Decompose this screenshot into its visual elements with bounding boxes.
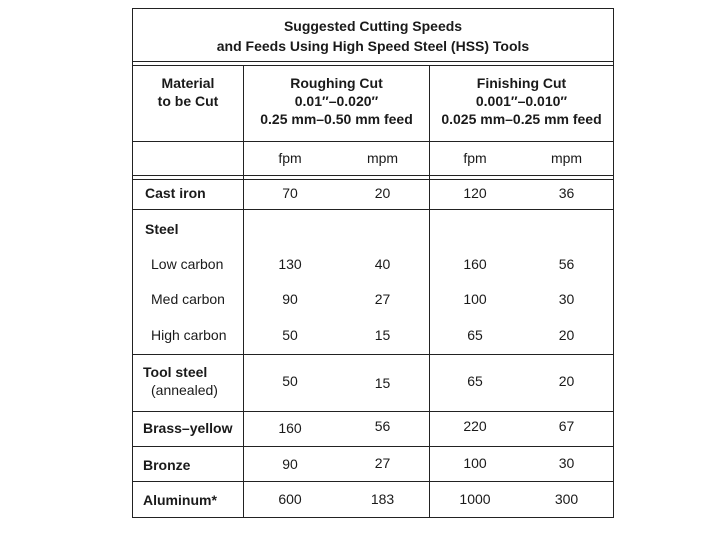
cell-high-carbon-finish-mpm: 20: [558, 327, 575, 343]
row-label-med-carbon: Med carbon: [151, 291, 225, 307]
rule-below-title-double: [133, 65, 613, 66]
header-finishing-inch: 0.001″–0.010″: [475, 93, 568, 109]
row-label-bronze: Bronze: [143, 457, 191, 473]
unit-finishing-fpm: fpm: [463, 150, 487, 166]
rule-below-headers: [133, 141, 613, 142]
cell-high-carbon-finish-fpm: 65: [467, 327, 483, 343]
header-finishing-title: Finishing Cut: [476, 75, 567, 91]
cell-brass-finish-mpm: 67: [558, 418, 575, 434]
row-sublabel-annealed: (annealed): [151, 382, 218, 398]
row-label-aluminum: Aluminum*: [143, 492, 217, 508]
cell-tool-steel-rough-fpm: 50: [282, 373, 298, 389]
header-material-line1: Material: [161, 75, 215, 91]
table-title-line1: Suggested Cutting Speeds: [283, 18, 463, 34]
cell-high-carbon-rough-mpm: 15: [374, 327, 391, 343]
header-finishing-mm: 0.025 mm–0.25 mm feed: [441, 111, 602, 127]
cell-low-carbon-finish-mpm: 56: [558, 256, 575, 272]
rule-below-title: [133, 61, 613, 62]
cell-tool-steel-rough-mpm: 15: [374, 375, 391, 391]
rule-below-units: [133, 175, 613, 176]
row-label-brass-yellow: Brass–yellow: [143, 420, 233, 436]
cell-brass-rough-fpm: 160: [278, 420, 302, 436]
cell-med-carbon-rough-mpm: 27: [374, 291, 391, 307]
cell-aluminum-finish-mpm: 300: [554, 491, 579, 507]
unit-finishing-mpm: mpm: [550, 150, 583, 166]
cell-cast-iron-finish-fpm: 120: [463, 185, 487, 201]
unit-roughing-mpm: mpm: [366, 150, 399, 166]
row-label-tool-steel: Tool steel: [143, 364, 208, 380]
row-label-steel: Steel: [145, 221, 179, 237]
rule-below-bronze: [133, 481, 613, 482]
cell-aluminum-rough-fpm: 600: [278, 491, 302, 507]
cell-bronze-finish-fpm: 100: [463, 455, 487, 471]
cell-low-carbon-rough-fpm: 130: [278, 256, 302, 272]
cell-bronze-rough-fpm: 90: [282, 456, 298, 472]
cell-tool-steel-finish-fpm: 65: [467, 373, 483, 389]
header-material-line2: to be Cut: [157, 93, 219, 109]
cell-med-carbon-rough-fpm: 90: [282, 291, 298, 307]
cell-cast-iron-finish-mpm: 36: [558, 185, 575, 201]
cell-brass-finish-fpm: 220: [463, 418, 487, 434]
cell-aluminum-finish-fpm: 1000: [459, 491, 491, 507]
row-label-high-carbon: High carbon: [151, 327, 227, 343]
cell-tool-steel-finish-mpm: 20: [558, 373, 575, 389]
cell-cast-iron-rough-mpm: 20: [374, 185, 391, 201]
rule-below-tool-steel: [133, 411, 613, 412]
cell-med-carbon-finish-fpm: 100: [463, 291, 487, 307]
rule-below-cast-iron: [133, 209, 613, 210]
header-roughing-title: Roughing Cut: [290, 75, 383, 91]
cutting-speeds-table: [132, 8, 614, 518]
rule-below-steel: [133, 354, 613, 355]
rule-below-units-double: [133, 179, 613, 180]
cell-brass-rough-mpm: 56: [374, 418, 391, 434]
row-label-low-carbon: Low carbon: [151, 256, 224, 272]
header-roughing-mm: 0.25 mm–0.50 mm feed: [260, 111, 413, 127]
rule-below-brass: [133, 446, 613, 447]
row-label-cast-iron: Cast iron: [145, 185, 206, 201]
cell-aluminum-rough-mpm: 183: [370, 491, 395, 507]
table-title-line2: and Feeds Using High Speed Steel (HSS) Tools: [216, 38, 530, 54]
cell-high-carbon-rough-fpm: 50: [282, 327, 298, 343]
cell-low-carbon-rough-mpm: 40: [374, 256, 391, 272]
unit-roughing-fpm: fpm: [278, 150, 302, 166]
cell-low-carbon-finish-fpm: 160: [463, 256, 487, 272]
cell-bronze-finish-mpm: 30: [558, 455, 575, 471]
header-roughing-inch: 0.01″–0.020″: [294, 93, 379, 109]
cell-cast-iron-rough-fpm: 70: [282, 185, 298, 201]
cell-bronze-rough-mpm: 27: [374, 455, 391, 471]
cell-med-carbon-finish-mpm: 30: [558, 291, 575, 307]
